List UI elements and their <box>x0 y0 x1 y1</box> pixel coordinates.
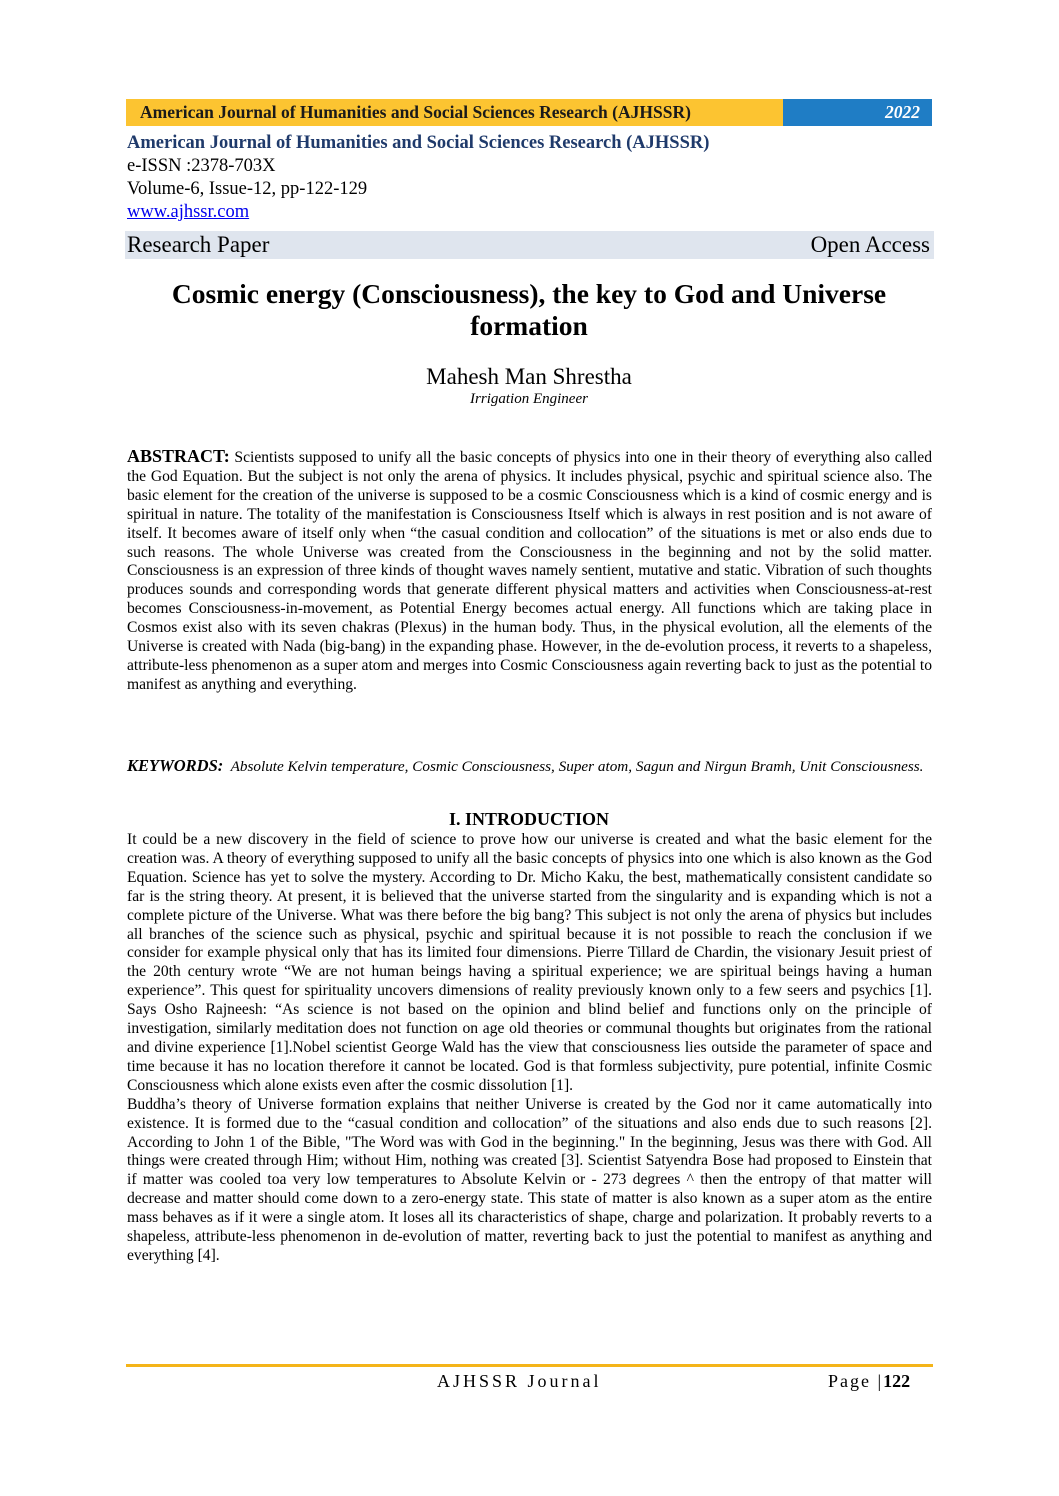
paper-type: Research Paper <box>127 232 270 257</box>
footer-rule <box>126 1364 933 1367</box>
keywords-label: KEYWORDS: <box>127 756 224 775</box>
journal-title: American Journal of Humanities and Social Sciences Research (AJHSSR) <box>127 133 710 153</box>
header-journal-name: American Journal of Humanities and Social Sciences Research (AJHSSR) <box>126 99 783 126</box>
running-header <box>126 99 932 126</box>
footer-page <box>828 1371 910 1392</box>
section-heading-introduction: I. INTRODUCTION <box>448 809 610 829</box>
paragraph: Buddha’s theory of Universe formation explains that neither Universe is created by the God nor it came automatically into existence. It is formed due to the “casual condition and collocation” of the situations and also ends due to such reasons [2]. According to John 1 of the Bible, "The Word was with God in the beginning." In the beginning, Jesus was there with God. All things were created through Him; without Him, nothing was created [3]. Scientist Satyendra Bose had proposed to Einstein that if matter was cooled toa very low temperatures to Absolute Kelvin or - 273 degrees ^ then the entropy of that matter will decrease and matter should come down to a zero-energy state. This state of matter is also known as a super atom as the entire mass behaves as if it were a single atom. It loses all its characteristics of shape, charge and polarization. It probably reverts to a shapeless, attribute-less phenomenon in de-evolution of matter, reverting back to just the potential to manifest as anything and everything [4]. <box>127 1095 932 1264</box>
author-name: Mahesh Man Shrestha <box>426 364 632 389</box>
abstract-label: ABSTRACT: <box>127 446 230 466</box>
abstract <box>127 447 932 695</box>
paragraph: It could be a new discovery in the field of science to prove how our universe is created and what the basic element for the creation was. A theory of everything supposed to unify all the basic concepts of physics into one which is also known as the God Equation. Science has yet to solve the mystery. According to Dr. Micho Kaku, the best, mathematically consistent candidate so far is the string theory. At present, it is believed that the universe started from the singularity and is expanding which is not a complete picture of the Universe. What was there before the big bang? This subject is not only the arena of physics but includes all branches of the science such as physical, psychic and spiritual because it is not possible to reach the conclusion if we consider for example physical only that has its limited four dimensions. Pierre Tillard de Chardin, the visionary Jesuit priest of the 20th century wrote “We are not human beings having a spiritual experience; we are spiritual beings having a human experience”. This quest for spirituality uncovers dimensions of reality previously known only to a few seers and psychics [1]. Says Osho Rajneesh: “As science is not based on the opinion and blind belief and functions only on the principle of investigation, similarly meditation does not function on age old theories or communal thoughts but originates from the rational and divine experience [1].Nobel scientist George Wald has the view that consciousness lies outside the parameter of space and time because it has no location therefore it cannot be located. God is that formless subjectivity, pure potential, infinite Cosmic Consciousness which alone exists even after the cosmic dissolution [1]. <box>127 831 932 1094</box>
header-year: 2022 <box>783 99 932 126</box>
abstract-text: Scientists supposed to unify all the basic concepts of physics into one in their theory of everything also called the God Equation. But the subject is not only the arena of physics. It includes physical, psychic and spiritual science also. The basic element for the creation of the universe is supposed to be a cosmic Consciousness which is a kind of cosmic energy and is spiritual in nature. The totality of the manifestation is Consciousness Itself which is always in rest position and is not aware of itself. It becomes aware of itself only when “the casual condition and collocation” of the situations is met or also ends due to such reasons. The whole Universe was created from the Consciousness in the beginning and not by the solid matter. Consciousness is an expression of three kinds of thought waves namely sentient, mutative and static. Vibration of such thoughts produces sounds and corresponding words that generate different physical matters and activities when Consciousness-at-rest becomes Consciousness-in-movement, as Potential Energy becomes actual energy. All functions which are taking place in Cosmos exist also with its seven chakras (Plexus) in the human body. Thus, in the physical evolution, all the elements of the Universe is created with Nada (big-bang) in the expanding phase. However, in the de-evolution process, it reverts to a shapeless, attribute-less phenomenon as a super atom and merges into Cosmic Consciousness again reverting back to just as the potential to manifest as anything and everything. <box>127 449 932 693</box>
issn: e-ISSN :2378-703X <box>127 156 276 176</box>
footer-page-label: Page | <box>828 1371 884 1391</box>
introduction-body <box>127 831 932 1266</box>
keywords <box>127 757 932 777</box>
journal-url-link[interactable]: www.ajhssr.com <box>127 202 250 222</box>
paper-title: Cosmic energy (Consciousness), the key to God and Universe formation <box>171 278 887 341</box>
author-affiliation: Irrigation Engineer <box>470 391 588 407</box>
volume-issue: Volume-6, Issue-12, pp-122-129 <box>127 179 368 199</box>
page-number: 122 <box>883 1371 911 1391</box>
access-type: Open Access <box>810 232 930 257</box>
keywords-text: Absolute Kelvin temperature, Cosmic Consciousness, Super atom, Sagun and Nirgun Bramh, Unit Consciousness. <box>230 758 924 775</box>
journal-info <box>127 132 933 224</box>
footer-journal: AJHSSR Journal <box>437 1371 602 1391</box>
paper-type-bar <box>125 231 934 259</box>
